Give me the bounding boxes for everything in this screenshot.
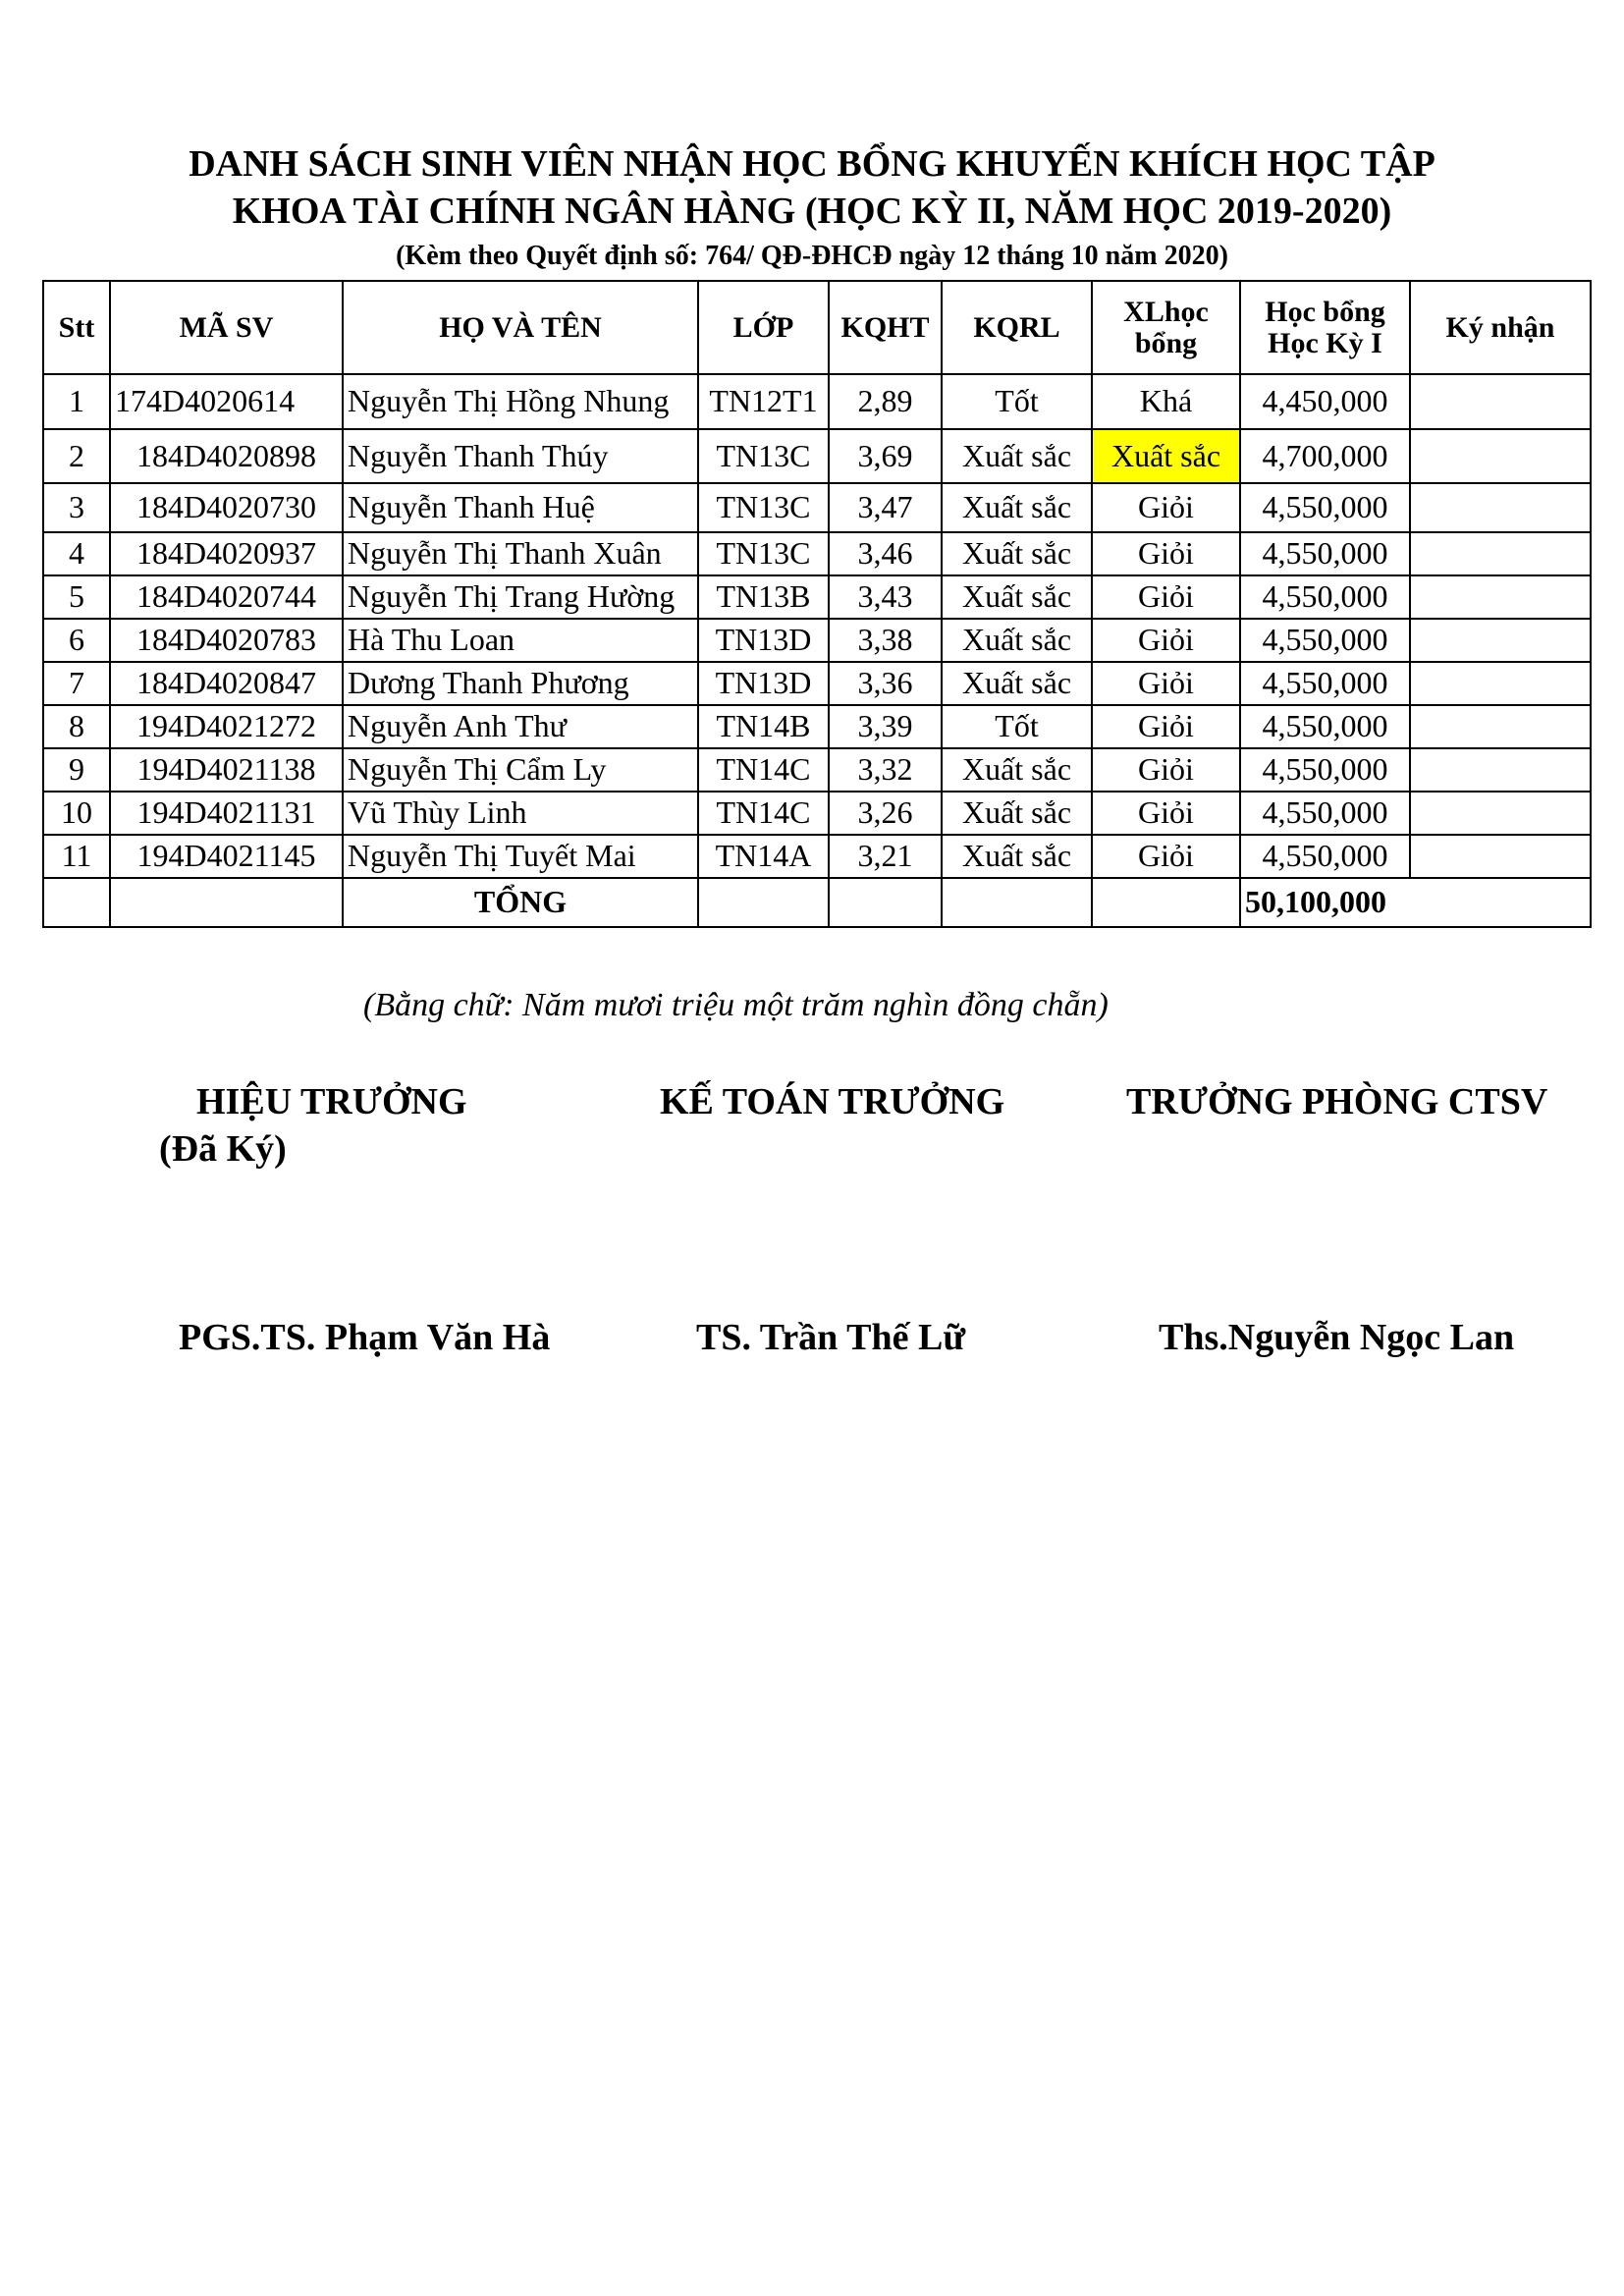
student-affairs-head-title: TRƯỞNG PHÒNG CTSV bbox=[1126, 1081, 1548, 1122]
cell-kqrl: Xuất sắc bbox=[942, 575, 1092, 619]
total-label: TỔNG bbox=[343, 878, 698, 927]
cell-stt: 6 bbox=[43, 619, 110, 662]
table-row bbox=[43, 483, 1591, 532]
cell-signature bbox=[1410, 532, 1591, 575]
table-row bbox=[43, 792, 1591, 835]
cell-kqht: 3,47 bbox=[829, 483, 942, 532]
cell-class: TN14B bbox=[698, 705, 829, 748]
cell-scholarship-amount: 4,550,000 bbox=[1240, 532, 1410, 575]
cell-signature bbox=[1410, 483, 1591, 532]
cell-kqht: 3,36 bbox=[829, 662, 942, 705]
cell-full-name: Nguyễn Anh Thư bbox=[343, 705, 698, 748]
cell-kqrl: Xuất sắc bbox=[942, 748, 1092, 792]
table-row bbox=[43, 705, 1591, 748]
cell-class: TN13C bbox=[698, 429, 829, 483]
table-row bbox=[43, 662, 1591, 705]
cell-scholarship-rank: Giỏi bbox=[1092, 619, 1240, 662]
cell-kqrl: Xuất sắc bbox=[942, 429, 1092, 483]
cell-signature bbox=[1410, 429, 1591, 483]
cell-full-name: Nguyễn Thị Trang Hường bbox=[343, 575, 698, 619]
cell-student-id: 174D4020614 bbox=[110, 374, 343, 429]
cell-class: TN13D bbox=[698, 619, 829, 662]
cell-kqrl: Tốt bbox=[942, 705, 1092, 748]
cell-signature bbox=[1410, 619, 1591, 662]
cell-scholarship-amount: 4,550,000 bbox=[1240, 483, 1410, 532]
cell-kqht: 2,89 bbox=[829, 374, 942, 429]
cell-student-id: 184D4020730 bbox=[110, 483, 343, 532]
cell-class: TN14A bbox=[698, 835, 829, 878]
cell-stt: 9 bbox=[43, 748, 110, 792]
cell-full-name: Nguyễn Thị Tuyết Mai bbox=[343, 835, 698, 878]
table-row bbox=[43, 575, 1591, 619]
cell-student-id: 194D4021131 bbox=[110, 792, 343, 835]
cell-full-name: Nguyễn Thị Thanh Xuân bbox=[343, 532, 698, 575]
total-empty-kqht bbox=[829, 878, 942, 927]
cell-scholarship-amount: 4,550,000 bbox=[1240, 835, 1410, 878]
table-row bbox=[43, 619, 1591, 662]
header-student-id: MÃ SV bbox=[110, 281, 343, 374]
cell-scholarship-rank: Khá bbox=[1092, 374, 1240, 429]
cell-scholarship-amount: 4,700,000 bbox=[1240, 429, 1410, 483]
header-stt: Stt bbox=[43, 281, 110, 374]
cell-stt: 1 bbox=[43, 374, 110, 429]
cell-scholarship-rank: Giỏi bbox=[1092, 575, 1240, 619]
cell-signature bbox=[1410, 748, 1591, 792]
cell-scholarship-rank-highlighted: Xuất sắc bbox=[1092, 429, 1240, 483]
cell-signature bbox=[1410, 374, 1591, 429]
total-empty-id bbox=[110, 878, 343, 927]
cell-stt: 8 bbox=[43, 705, 110, 748]
cell-scholarship-rank: Giỏi bbox=[1092, 748, 1240, 792]
cell-full-name: Hà Thu Loan bbox=[343, 619, 698, 662]
cell-scholarship-amount: 4,450,000 bbox=[1240, 374, 1410, 429]
total-empty-stt bbox=[43, 878, 110, 927]
header-scholarship-amount bbox=[1240, 281, 1410, 374]
document-title-line2: KHOA TÀI CHÍNH NGÂN HÀNG (HỌC KỲ II, NĂM HỌC 2019-2020) bbox=[232, 191, 1392, 232]
cell-class: TN13B bbox=[698, 575, 829, 619]
header-kqrl: KQRL bbox=[942, 281, 1092, 374]
header-scholarship-rank-line2: bổng bbox=[1134, 326, 1198, 359]
cell-kqht: 3,38 bbox=[829, 619, 942, 662]
student-affairs-head-name: Ths.Nguyễn Ngọc Lan bbox=[1159, 1317, 1515, 1358]
cell-stt: 5 bbox=[43, 575, 110, 619]
cell-class: TN13C bbox=[698, 483, 829, 532]
cell-scholarship-rank: Giỏi bbox=[1092, 705, 1240, 748]
table-row bbox=[43, 835, 1591, 878]
cell-student-id: 184D4020744 bbox=[110, 575, 343, 619]
cell-student-id: 184D4020847 bbox=[110, 662, 343, 705]
table-total-row bbox=[43, 878, 1591, 927]
cell-scholarship-amount: 4,550,000 bbox=[1240, 748, 1410, 792]
cell-scholarship-rank: Giỏi bbox=[1092, 792, 1240, 835]
cell-class: TN13D bbox=[698, 662, 829, 705]
cell-signature bbox=[1410, 792, 1591, 835]
header-kqht: KQHT bbox=[829, 281, 942, 374]
table-row bbox=[43, 748, 1591, 792]
header-scholarship-rank-line1: XLhọc bbox=[1123, 296, 1209, 328]
cell-kqht: 3,26 bbox=[829, 792, 942, 835]
cell-kqht: 3,32 bbox=[829, 748, 942, 792]
cell-scholarship-amount: 4,550,000 bbox=[1240, 705, 1410, 748]
header-scholarship-rank bbox=[1092, 281, 1240, 374]
chief-accountant-name: TS. Trần Thế Lữ bbox=[696, 1317, 966, 1358]
cell-kqht: 3,69 bbox=[829, 429, 942, 483]
cell-signature bbox=[1410, 705, 1591, 748]
cell-kqrl: Xuất sắc bbox=[942, 835, 1092, 878]
cell-full-name: Nguyễn Thị Hồng Nhung bbox=[343, 374, 698, 429]
cell-scholarship-rank: Giỏi bbox=[1092, 662, 1240, 705]
cell-full-name: Nguyễn Thanh Thúy bbox=[343, 429, 698, 483]
cell-kqht: 3,43 bbox=[829, 575, 942, 619]
header-class: LỚP bbox=[698, 281, 829, 374]
table-row bbox=[43, 429, 1591, 483]
principal-signed-note: (Đã Ký) bbox=[159, 1128, 287, 1170]
cell-kqrl: Xuất sắc bbox=[942, 619, 1092, 662]
cell-stt: 7 bbox=[43, 662, 110, 705]
cell-student-id: 194D4021272 bbox=[110, 705, 343, 748]
cell-class: TN14C bbox=[698, 748, 829, 792]
header-scholarship-amount-line2: Học Kỳ I bbox=[1268, 326, 1382, 359]
cell-scholarship-amount: 4,550,000 bbox=[1240, 792, 1410, 835]
cell-full-name: Nguyễn Thanh Huệ bbox=[343, 483, 698, 532]
principal-title: HIỆU TRƯỞNG bbox=[196, 1081, 467, 1122]
cell-kqht: 3,21 bbox=[829, 835, 942, 878]
amount-in-words: (Bằng chữ: Năm mươi triệu một trăm nghìn đồng chẵn) bbox=[363, 987, 1109, 1023]
cell-scholarship-rank: Giỏi bbox=[1092, 532, 1240, 575]
cell-signature bbox=[1410, 835, 1591, 878]
cell-student-id: 194D4021138 bbox=[110, 748, 343, 792]
cell-kqrl: Xuất sắc bbox=[942, 662, 1092, 705]
total-empty-class bbox=[698, 878, 829, 927]
cell-stt: 2 bbox=[43, 429, 110, 483]
table-row bbox=[43, 532, 1591, 575]
cell-stt: 3 bbox=[43, 483, 110, 532]
cell-full-name: Vũ Thùy Linh bbox=[343, 792, 698, 835]
cell-student-id: 194D4021145 bbox=[110, 835, 343, 878]
cell-kqrl: Xuất sắc bbox=[942, 792, 1092, 835]
cell-full-name: Dương Thanh Phương bbox=[343, 662, 698, 705]
cell-signature bbox=[1410, 662, 1591, 705]
cell-scholarship-amount: 4,550,000 bbox=[1240, 575, 1410, 619]
header-full-name: HỌ VÀ TÊN bbox=[343, 281, 698, 374]
cell-student-id: 184D4020898 bbox=[110, 429, 343, 483]
cell-stt: 11 bbox=[43, 835, 110, 878]
cell-full-name: Nguyễn Thị Cẩm Ly bbox=[343, 748, 698, 792]
total-empty-kqrl bbox=[942, 878, 1092, 927]
chief-accountant-title: KẾ TOÁN TRƯỞNG bbox=[660, 1081, 1005, 1122]
total-value: 50,100,000 bbox=[1240, 878, 1591, 927]
cell-kqht: 3,39 bbox=[829, 705, 942, 748]
cell-student-id: 184D4020783 bbox=[110, 619, 343, 662]
cell-kqrl: Tốt bbox=[942, 374, 1092, 429]
cell-scholarship-amount: 4,550,000 bbox=[1240, 619, 1410, 662]
cell-scholarship-rank: Giỏi bbox=[1092, 835, 1240, 878]
cell-kqrl: Xuất sắc bbox=[942, 532, 1092, 575]
cell-scholarship-rank: Giỏi bbox=[1092, 483, 1240, 532]
scholarship-table bbox=[42, 280, 1592, 928]
cell-stt: 10 bbox=[43, 792, 110, 835]
cell-class: TN14C bbox=[698, 792, 829, 835]
principal-name: PGS.TS. Phạm Văn Hà bbox=[179, 1317, 551, 1358]
table-row bbox=[43, 374, 1591, 429]
total-empty-rank bbox=[1092, 878, 1240, 927]
cell-kqht: 3,46 bbox=[829, 532, 942, 575]
cell-scholarship-amount: 4,550,000 bbox=[1240, 662, 1410, 705]
decision-reference: (Kèm theo Quyết định số: 764/ QĐ-ĐHCĐ ngày 12 tháng 10 năm 2020) bbox=[396, 241, 1228, 271]
cell-student-id: 184D4020937 bbox=[110, 532, 343, 575]
cell-signature bbox=[1410, 575, 1591, 619]
header-signature: Ký nhận bbox=[1410, 281, 1591, 374]
header-scholarship-amount-line1: Học bổng bbox=[1265, 296, 1385, 328]
document-title-line1: DANH SÁCH SINH VIÊN NHẬN HỌC BỔNG KHUYẾN KHÍCH HỌC TẬP bbox=[189, 143, 1435, 185]
cell-class: TN13C bbox=[698, 532, 829, 575]
cell-class: TN12T1 bbox=[698, 374, 829, 429]
table-header-row bbox=[43, 281, 1591, 374]
cell-kqrl: Xuất sắc bbox=[942, 483, 1092, 532]
cell-stt: 4 bbox=[43, 532, 110, 575]
